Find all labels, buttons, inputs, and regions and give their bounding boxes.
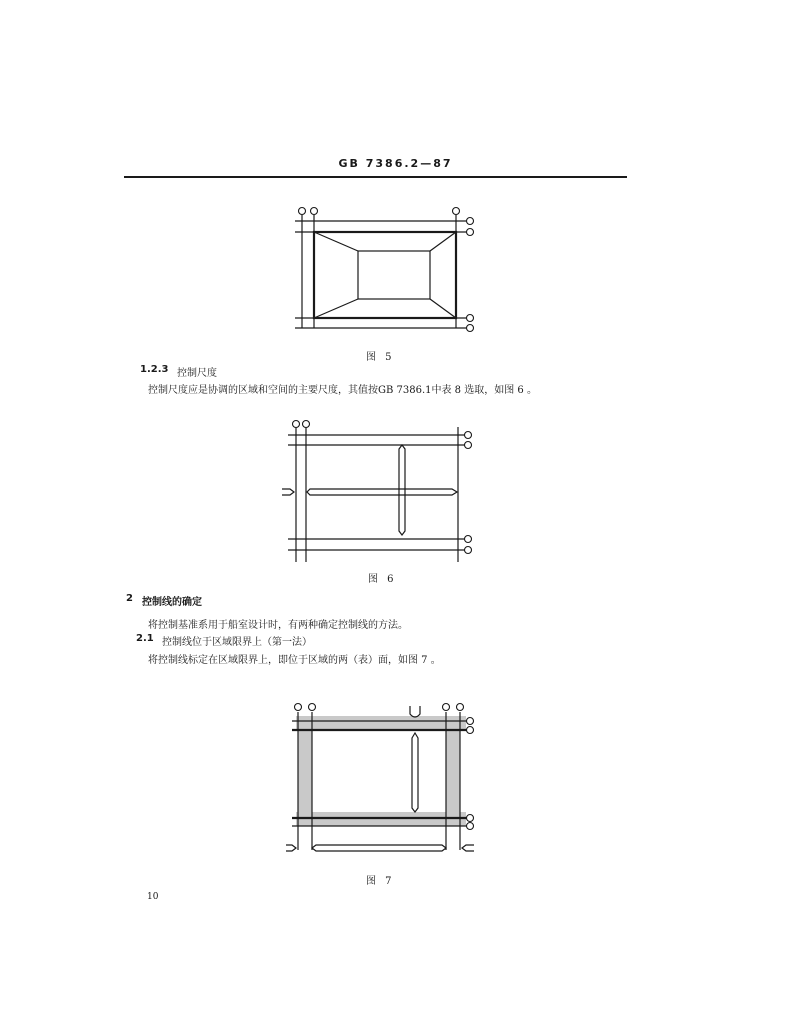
section-1-2-3-body: 控制尺度应是协调的区域和空间的主要尺度，其值按GB 7386.1中表 8 选取，如图 6 。: [148, 385, 537, 396]
document-header: GB 7386.2—87: [338, 157, 453, 170]
header-rule: [124, 176, 627, 178]
section-1-2-3-title: 控制尺度: [177, 368, 217, 379]
section-2-number: 2: [126, 593, 133, 604]
figure-6-caption: 图 6: [368, 574, 397, 585]
figure-7-diagram: [282, 700, 482, 860]
page-number: 10: [147, 892, 159, 902]
section-2-1-number: 2.1: [136, 633, 154, 644]
section-2-body: 将控制基准系用于船室设计时，有两种确定控制线的方法。: [148, 620, 408, 631]
section-2-title: 控制线的确定: [142, 597, 202, 608]
figure-5-diagram: [290, 203, 480, 343]
section-2-1-body: 将控制线标定在区域限界上，即位于区域的两（表）面，如图 7 。: [148, 655, 441, 666]
section-1-2-3-number: 1.2.3: [140, 364, 169, 375]
figure-5-caption: 图 5: [366, 352, 395, 363]
section-2-1-title: 控制线位于区域限界上（第一法）: [162, 637, 312, 648]
figure-6-diagram: [280, 417, 480, 567]
figure-7-caption: 图 7: [366, 876, 395, 887]
